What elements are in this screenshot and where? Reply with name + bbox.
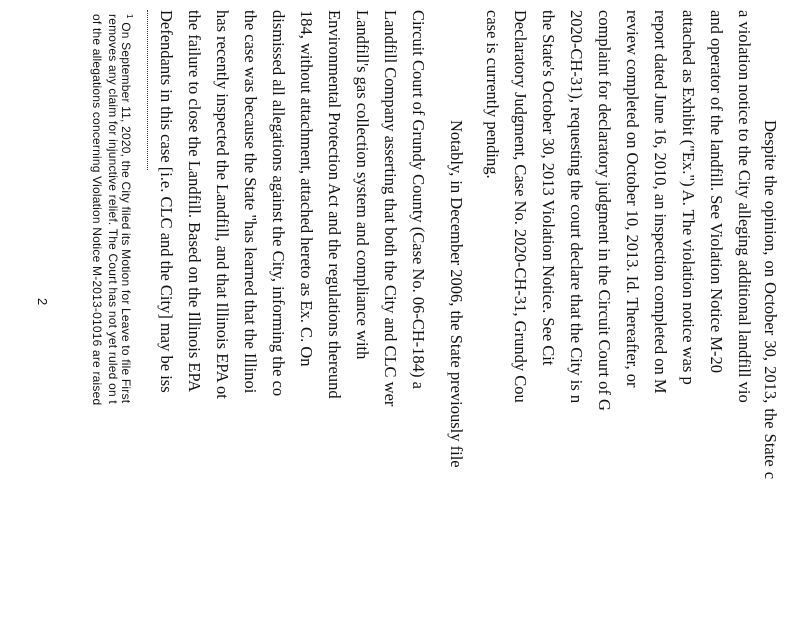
footnote-divider bbox=[147, 10, 148, 170]
text-line: case is currently pending. bbox=[483, 10, 502, 179]
text-line: 2020-CH-31), requesting the court declare that the City is n bbox=[567, 10, 586, 404]
text-line: has recently inspected the Landfill, and that Illinois EPA ot bbox=[213, 10, 232, 399]
footnote-text: On September 11, 2020, the City filed its Motion for Leave to file First bbox=[119, 22, 133, 404]
text-line: and operator of the landfill. See Violation Notice M-20 bbox=[707, 10, 726, 373]
text-line: complaint for declaratory judgment in the Circuit Court of G bbox=[595, 10, 614, 411]
footnote-line bbox=[119, 14, 136, 403]
text-line: review completed on October 10, 2013. Id. Thereafter, or bbox=[623, 10, 642, 388]
text-line: Circuit Court of Grundy County (Case No. 06-CH-184) a bbox=[409, 10, 428, 389]
text-line: a violation notice to the City alleging additional landfill vio bbox=[735, 10, 754, 403]
footnote-marker: 1 bbox=[125, 14, 134, 19]
text-line: Despite the opinion, on October 30, 2013, the State c bbox=[761, 120, 780, 480]
text-line: Environmental Protection Act and the regulations thereund bbox=[325, 10, 344, 399]
text-line: Landfill Company asserting that both the City and CLC wer bbox=[381, 10, 400, 407]
text-line: Declaratory Judgment, Case No. 2020-CH-31, Grundy Cou bbox=[511, 10, 530, 403]
footnote-line: removes any claim for injunctive relief. The Court has not yet ruled on t bbox=[106, 14, 120, 404]
text-line: the State's October 30, 2013 Violation Notice. See Cit bbox=[539, 10, 558, 366]
text-line: Landfill's gas collection system and compliance with bbox=[353, 10, 372, 360]
text-line: the case was because the State "has learned that the Illinoi bbox=[241, 10, 260, 394]
text-line: 184, without attachment, attached hereto as Ex. C. On bbox=[297, 10, 316, 367]
text-line: the failure to close the Landfill. Based on the Illinois EPA bbox=[185, 10, 204, 393]
text-line: dismissed all allegations against the City, informing the co bbox=[269, 10, 288, 397]
text-line: Notably, in December 2006, the State previously file bbox=[447, 120, 466, 468]
footnote-line: of the allegations concerning Violation Notice M-2013-01016 are raised bbox=[90, 14, 104, 406]
text-line: Defendants in this case [i.e. CLC and the City] may be iss bbox=[157, 10, 176, 393]
text-line: attached as Exhibit ("Ex.") A. The violation notice was p bbox=[679, 10, 698, 385]
page-number: 2 bbox=[35, 298, 50, 306]
text-line: report dated June 16, 2010, an inspection completed on M bbox=[651, 10, 670, 394]
